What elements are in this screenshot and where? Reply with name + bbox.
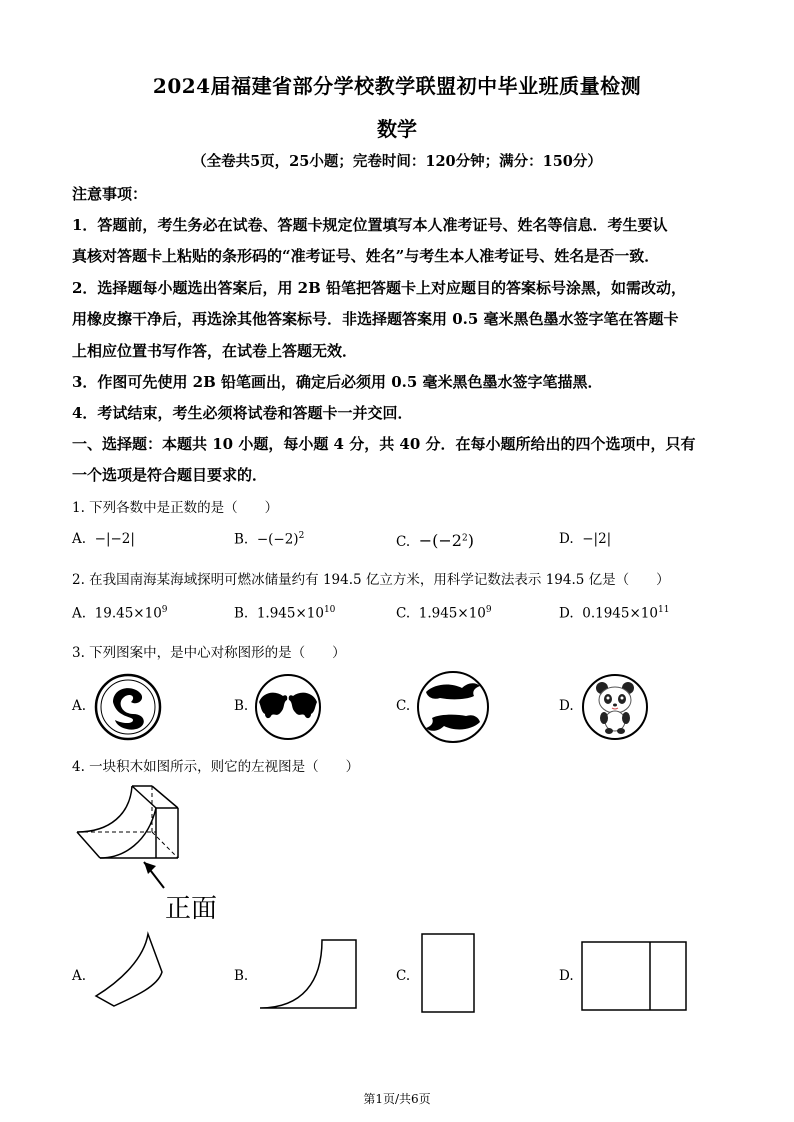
option-value: 19.45×10 <box>94 605 162 622</box>
q1-option-a <box>72 531 135 547</box>
option-exponent: 11 <box>657 605 670 615</box>
option-value: 1.945×10 <box>256 605 324 622</box>
q4-option-a-label: A. <box>72 968 87 984</box>
option-value: 0.1945×10 <box>582 605 658 622</box>
exam-title: 2024届福建省部分学校教学联盟初中毕业班质量检测 <box>152 74 642 98</box>
section-header-line: 一、选择题：本题共 10 小题，每小题 4 分，共 40 分．在每小题所给出的四个选项中，只有 <box>72 435 696 453</box>
q4-option-b-label: B. <box>234 968 249 984</box>
option-exponent: 2 <box>461 533 468 544</box>
q3-option-a-figure <box>93 672 163 742</box>
note-line: 2．选择题每小题选出答案后，用 2B 铅笔把答题卡上对应题目的答案标号涂黑，如需改动， <box>72 279 687 297</box>
note-line: 4．考试结束，考生必须将试卷和答题卡一并交回． <box>72 404 413 422</box>
q4-option-a-figure <box>92 930 168 1010</box>
option-value: −|−2| <box>94 531 135 547</box>
question-3-stem: 3. 下列图案中，是中心对称图形的是（ ） <box>72 645 346 661</box>
q3-option-b-figure <box>253 672 323 742</box>
notes-heading: 注意事项： <box>72 185 148 203</box>
q4-option-c-label: C. <box>396 968 411 984</box>
q1-option-b <box>234 531 304 548</box>
option-value-close: ) <box>467 531 474 550</box>
subject-title: 数学 <box>377 117 417 141</box>
q3-option-d-figure <box>580 672 650 742</box>
option-exponent: 2 <box>298 531 305 541</box>
question-1-stem: 1. 下列各数中是正数的是（ ） <box>72 500 279 516</box>
note-line: 用橡皮擦干净后，再选涂其他答案标号．非选择题答案用 0.5 毫米黑色墨水签字笔在答题卡 <box>72 310 679 328</box>
page-number: 第1页/共6页 <box>363 1092 431 1106</box>
note-line: 3．作图可先使用 2B 铅笔画出，确定后必须用 0.5 毫米黑色墨水签字笔描黑． <box>72 373 603 391</box>
q3-option-a-label: A. <box>72 698 87 714</box>
option-label: B. <box>234 605 249 622</box>
q2-option-b <box>234 605 335 622</box>
option-exponent: 10 <box>323 605 336 615</box>
option-label: B. <box>234 531 249 548</box>
option-value: −(−2) <box>256 531 299 548</box>
q2-option-d <box>559 605 669 622</box>
option-label: C. <box>396 605 411 622</box>
option-label: C. <box>396 534 411 550</box>
q4-option-d-label: D. <box>559 968 574 984</box>
option-label: A. <box>72 605 87 622</box>
q4-option-c-figure <box>420 932 476 1014</box>
q4-block-figure <box>70 784 190 874</box>
q3-option-b-label: B. <box>234 698 249 714</box>
option-exponent: 9 <box>485 605 492 615</box>
option-label: A. <box>72 531 87 547</box>
option-label: D. <box>559 605 574 622</box>
q4-option-b-figure <box>252 936 362 1012</box>
option-value: −|2| <box>582 531 612 547</box>
note-line: 上相应位置书写作答，在试卷上答题无效． <box>72 342 358 360</box>
q2-option-a <box>72 605 168 622</box>
option-value: −(−2 <box>418 531 462 550</box>
front-label: 正面 <box>165 894 218 924</box>
question-4-stem: 4. 一块积木如图所示，则它的左视图是（ ） <box>72 759 360 775</box>
option-exponent: 9 <box>161 605 168 615</box>
q1-option-d <box>559 531 611 547</box>
q3-option-d-label: D. <box>559 698 574 714</box>
option-label: D. <box>559 531 574 547</box>
question-2-stem: 2. 在我国南海某海域探明可燃冰储量约有 194.5 亿立方米，用科学记数法表示 194.5 亿是（ ） <box>72 572 670 588</box>
note-line: 真核对答题卡上粘贴的条形码的“准考证号、姓名”与考生本人准考证号、姓名是否一致． <box>72 247 660 265</box>
q1-option-c <box>396 531 474 550</box>
section-header-line: 一个选项是符合题目要求的． <box>72 466 268 484</box>
q3-option-c-figure <box>416 670 490 744</box>
note-line: 1．答题前，考生务必在试卷、答题卡规定位置填写本人准考证号、姓名等信息．考生要认 <box>72 216 668 234</box>
option-value: 1.945×10 <box>418 605 486 622</box>
exam-meta: （全卷共5页，25小题；完卷时间：120分钟；满分：150分） <box>192 153 602 170</box>
q3-option-c-label: C. <box>396 698 411 714</box>
q2-option-c <box>396 605 492 622</box>
q4-option-d-figure <box>580 940 688 1012</box>
